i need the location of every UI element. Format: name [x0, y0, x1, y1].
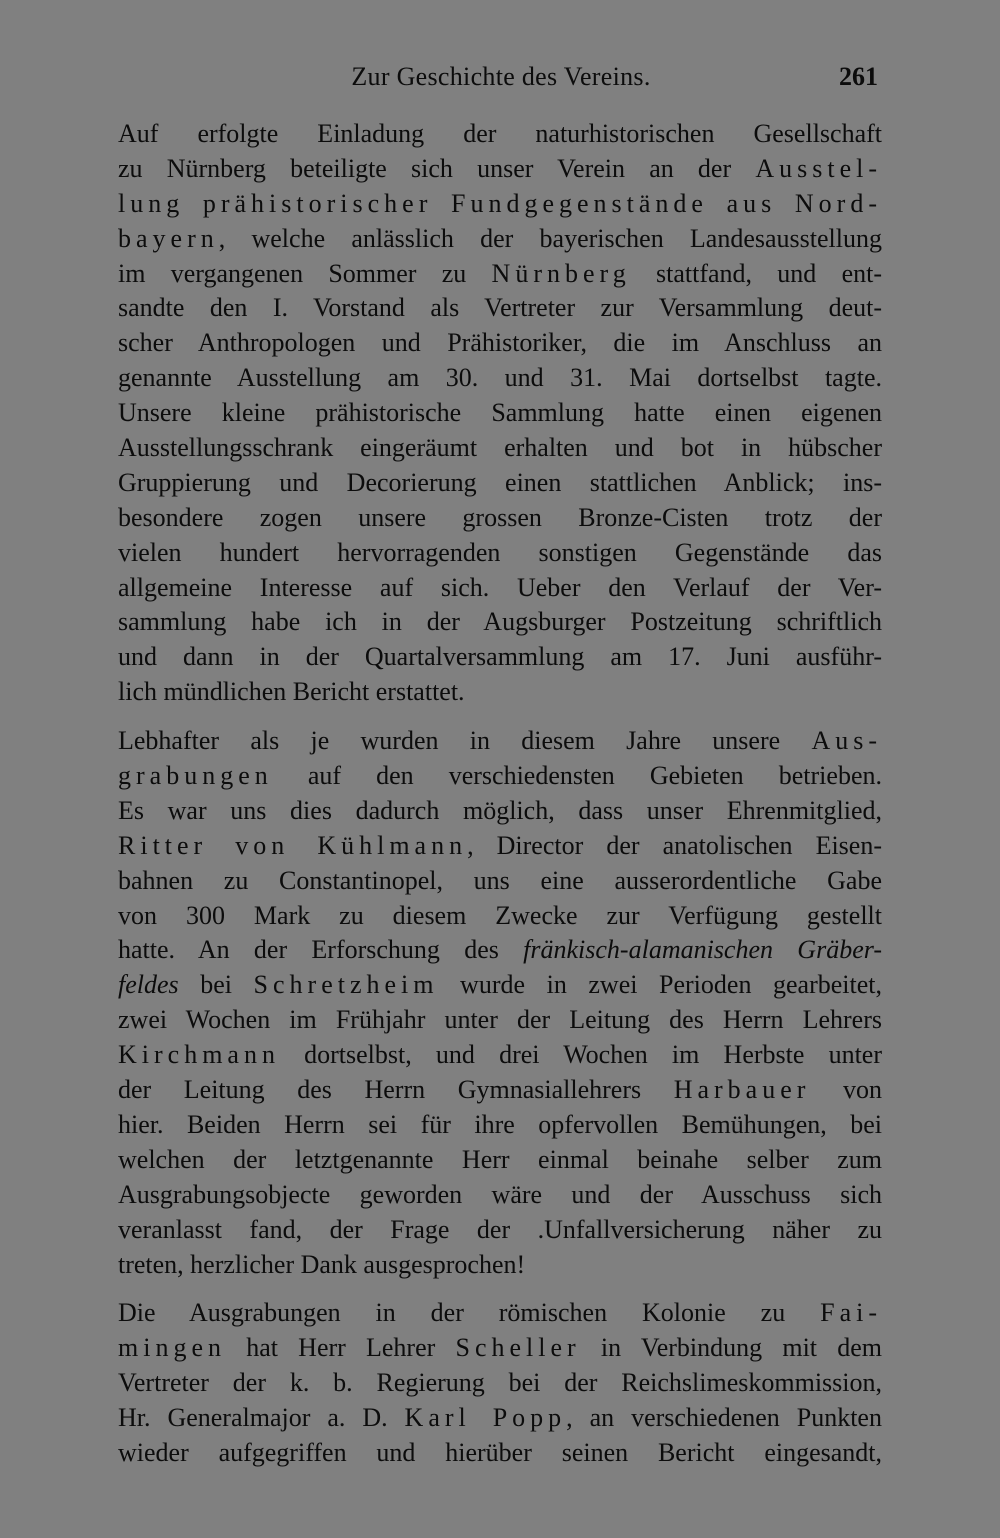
text-run: lich mündlichen Bericht erstattet. — [118, 677, 465, 707]
spaced-name: Kirchmann — [118, 1040, 280, 1070]
text-run: in Verbindung mit dem — [580, 1333, 882, 1363]
text-line — [118, 1401, 882, 1436]
text-line — [118, 1003, 882, 1038]
text-line — [118, 794, 882, 829]
text-line — [118, 1108, 882, 1143]
text-line — [118, 1038, 882, 1073]
text-run: Hr. Generalmajor a. D. — [118, 1403, 405, 1433]
text-run: der Leitung des Herrn Gymnasiallehrers — [118, 1075, 674, 1105]
text-run: Lebhafter als je wurden in diesem Jahre unsere — [118, 726, 812, 756]
text-line — [118, 326, 882, 361]
text-run: besondere zogen unsere grossen Bronze-Cisten trotz der — [118, 502, 882, 532]
text-line — [118, 829, 882, 864]
text-line — [118, 1073, 882, 1108]
text-run: allgemeine Interesse auf sich. Ueber den Verlauf der Ver- — [118, 572, 882, 602]
text-run: vielen hundert hervorragenden sonstigen Gegenstände das — [118, 537, 882, 567]
text-line — [118, 117, 882, 152]
text-line — [118, 571, 882, 606]
text-run: sammlung habe ich in der Augsburger Postzeitung schriftlich — [118, 607, 882, 637]
text-line — [118, 396, 882, 431]
spaced-name: Karl Popp — [404, 1403, 567, 1433]
text-run: Ausstellungsschrank eingeräumt erhalten und bot in hübscher — [118, 433, 882, 463]
text-line — [118, 968, 882, 1003]
spaced-name: Aus- — [811, 726, 882, 756]
text-run: im vergangenen Sommer zu — [118, 258, 492, 288]
text-run: von 300 Mark zu diesem Zwecke zur Verfügung gestellt — [118, 900, 882, 930]
text-run: Vertreter der k. b. Regierung bei der Reichslimeskommission, — [118, 1368, 882, 1398]
spaced-name: bayern — [118, 223, 219, 253]
text-run: scher Anthropologen und Prähistoriker, die im Anschluss an — [118, 328, 882, 358]
spaced-name: Harbauer — [673, 1075, 811, 1105]
spaced-name: lung prähistorischer Fundgegenstände aus Nord- — [118, 188, 882, 218]
spaced-name: Nürnberg — [491, 258, 631, 288]
spaced-name: Ritter von Kühlmann — [118, 830, 468, 860]
running-head — [118, 60, 884, 94]
text-run: , welche anlässlich der bayerischen Landesausstellung — [218, 223, 882, 253]
text-run: auf den verschiedensten Gebieten betrieben. — [272, 761, 882, 791]
text-line — [118, 724, 882, 759]
text-line — [118, 152, 882, 187]
text-run: sandte den I. Vorstand als Vertreter zur Versammlung deut- — [118, 293, 882, 323]
text-run: , Director der anatolischen Eisen- — [467, 830, 882, 860]
spaced-name: Schretzheim — [253, 970, 439, 1000]
text-run: Es war uns dies dadurch möglich, dass unser Ehrenmitglied, — [118, 795, 882, 825]
text-run: hatte. An der Erforschung des — [118, 935, 524, 965]
text-line — [118, 1178, 882, 1213]
text-run: bei — [178, 970, 254, 1000]
text-line — [118, 466, 882, 501]
text-line — [118, 933, 882, 968]
text-line — [118, 1331, 882, 1366]
text-run: Unsere kleine prähistorische Sammlung hatte einen eigenen — [118, 398, 882, 428]
paragraph-gap — [118, 710, 882, 724]
text-run: dortselbst, und drei Wochen im Herbste unter — [279, 1040, 882, 1070]
text-line — [118, 605, 882, 640]
text-line — [118, 759, 882, 794]
text-run: Ausgrabungsobjecte geworden wäre und der Ausschuss sich — [118, 1179, 882, 1209]
text-line — [118, 431, 882, 466]
text-run: und dann in der Quartalversammlung am 17. Juni ausführ- — [118, 642, 882, 672]
text-line — [118, 291, 882, 326]
text-line — [118, 257, 882, 292]
paragraph — [118, 117, 882, 710]
paragraph-gap — [118, 1282, 882, 1296]
text-run: Die Ausgrabungen in der römischen Kolonie zu — [118, 1298, 821, 1328]
text-line — [118, 1296, 882, 1331]
spaced-name: Fai- — [820, 1298, 882, 1328]
text-run: zwei Wochen im Frühjahr unter der Leitung des Herrn Lehrers — [118, 1005, 882, 1035]
page-number: 261 — [839, 62, 878, 91]
text-run: genannte Ausstellung am 30. und 31. Mai dortselbst tagte. — [118, 363, 882, 393]
paragraph — [118, 724, 882, 1282]
text-run: stattfand, und ent- — [630, 258, 882, 288]
body-text — [118, 117, 882, 1471]
text-line — [118, 536, 882, 571]
text-run: wieder aufgegriffen und hierüber seinen Bericht eingesandt, — [118, 1437, 882, 1467]
text-line — [118, 1366, 882, 1401]
text-run: hier. Beiden Herrn sei für ihre opfervollen Bemühungen, bei — [118, 1109, 882, 1139]
text-line — [118, 675, 882, 710]
text-run: welchen der letztgenannte Herr einmal beinahe selber zum — [118, 1144, 882, 1174]
text-run: bahnen zu Constantinopel, uns eine ausserordentliche Gabe — [118, 865, 882, 895]
spaced-name: Scheller — [455, 1333, 581, 1363]
text-line — [118, 1436, 882, 1471]
text-line — [118, 864, 882, 899]
text-run: Gruppierung und Decorierung einen stattlichen Anblick; ins- — [118, 467, 882, 497]
italic-phrase: feldes — [118, 970, 179, 1000]
text-run: treten, herzlicher Dank ausgesprochen! — [118, 1249, 526, 1279]
text-line — [118, 222, 882, 257]
text-run: , an verschiedenen Punkten — [566, 1403, 882, 1433]
text-line — [118, 1143, 882, 1178]
text-line — [118, 1248, 882, 1283]
text-run: hat Herr Lehrer — [226, 1333, 456, 1363]
spaced-name: mingen — [118, 1333, 226, 1363]
text-line — [118, 640, 882, 675]
text-line — [118, 1213, 882, 1248]
spaced-name: Ausstel- — [755, 153, 882, 183]
text-run: wurde in zwei Perioden gearbeitet, — [438, 970, 882, 1000]
paragraph — [118, 1296, 882, 1470]
text-line — [118, 899, 882, 934]
text-run: Auf erfolgte Einladung der naturhistorischen Gesellschaft — [118, 119, 882, 148]
spaced-name: grabungen — [118, 761, 273, 791]
text-run: von — [810, 1075, 882, 1105]
text-line — [118, 187, 882, 222]
text-run: zu Nürnberg beteiligte sich unser Verein an der — [118, 153, 756, 183]
text-run: veranlasst fand, der Frage der .Unfallversicherung näher zu — [118, 1214, 882, 1244]
text-line — [118, 501, 882, 536]
running-head-title: Zur Geschichte des Vereins. — [351, 62, 651, 91]
italic-phrase: fränkisch-alamanischen Gräber- — [523, 935, 882, 965]
text-line — [118, 361, 882, 396]
